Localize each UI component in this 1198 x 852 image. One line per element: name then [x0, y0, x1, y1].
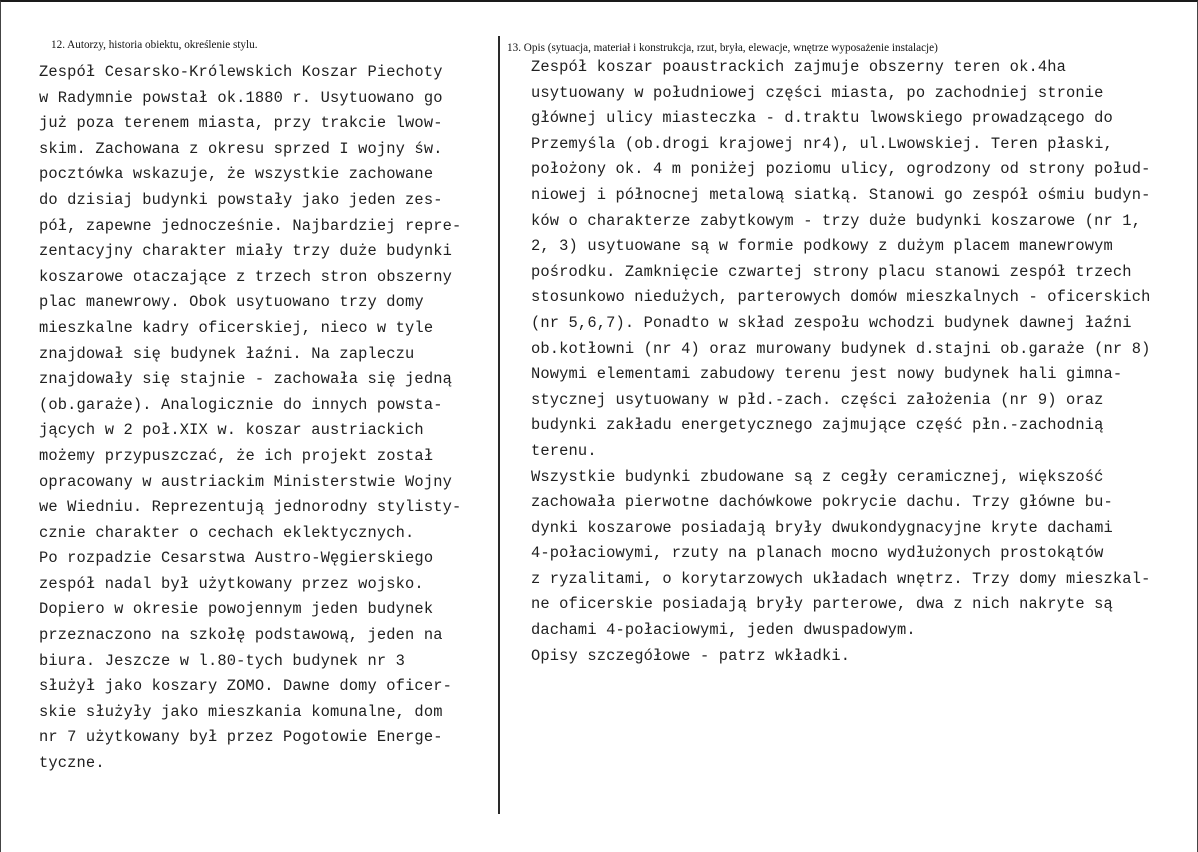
- right-text-line: budynki zakładu energetycznego zajmujące część płn.-zachodnią: [531, 416, 1104, 435]
- description-text-block: [531, 55, 1150, 669]
- left-text-line: plac manewrowy. Obok usytuowano trzy domy: [39, 293, 424, 312]
- left-text-line: znajdowały się stajnie - zachowała się jedną: [39, 370, 452, 389]
- right-text-line: usytuowany w południowej części miasta, po zachodniej stronie: [531, 83, 1104, 102]
- left-text-line: Dopiero w okresie powojennym jeden budynek: [39, 600, 434, 619]
- left-text-line: w Radymnie powstał ok.1880 r. Usytuowano go: [39, 88, 443, 107]
- right-text-line: (nr 5,6,7). Ponadto w skład zespołu wchodzi budynek dawnej łaźni: [531, 313, 1132, 332]
- right-text-line: ne oficerskie posiadają bryły parterowe, dwa z nich nakryte są: [531, 595, 1113, 614]
- left-text-line: we Wiedniu. Reprezentują jednorodny stylisty-: [39, 498, 462, 517]
- right-text-line: z ryzalitami, o korytarzowych układach wnętrz. Trzy domy mieszkal-: [531, 569, 1151, 588]
- right-text-line: terenu.: [531, 441, 597, 460]
- left-text-line: służył jako koszary ZOMO. Dawne domy oficer-: [39, 677, 452, 696]
- left-text-line: biura. Jeszcze w l.80-tych budynek nr 3: [39, 651, 406, 670]
- left-text-line: cznie charakter o cechach eklektycznych.: [39, 523, 415, 542]
- left-text-line: (ob.garaże). Analogicznie do innych powsta-: [39, 395, 443, 414]
- field-13-header: 13. Opis (sytuacja, materiał i konstrukcja, rzut, bryła, elewacje, wnętrze wyposażenie instalacje): [507, 42, 938, 54]
- right-text-line: pośrodku. Zamknięcie czwartej strony placu stanowi zespół trzech: [531, 262, 1132, 281]
- right-text-line: Zespół koszar poaustrackich zajmuje obszerny teren ok.4ha: [531, 58, 1066, 76]
- right-text-line: 2, 3) usytuowane są w formie podkowy z dużym placem manewrowym: [531, 237, 1113, 256]
- left-text-line: skim. Zachowana z okresu sprzed I wojny św.: [39, 139, 443, 158]
- left-text-line: pół, zapewne jednocześnie. Najbardziej repre-: [39, 216, 462, 235]
- right-text-line: Nowymi elementami zabudowy terenu jest nowy budynek hali gimna-: [531, 365, 1123, 384]
- left-text-line: Zespół Cesarsko-Królewskich Koszar Piechoty: [39, 63, 443, 81]
- right-text-line: Wszystkie budynki zbudowane są z cegły ceramicznej, większość: [531, 467, 1104, 486]
- left-text-line: Po rozpadzie Cesarstwa Austro-Węgierskiego: [39, 549, 434, 568]
- right-text-line: stycznej usytuowany w płd.-zach. części założenia (nr 9) oraz: [531, 390, 1104, 409]
- left-text-line: zespół nadal był użytkowany przez wojsko.: [39, 574, 424, 593]
- right-text-line: dachami 4-połaciowymi, jeden dwuspadowym.: [531, 621, 916, 640]
- right-text-line: Opisy szczegółowe - patrz wkładki.: [531, 646, 851, 665]
- left-text-line: znajdował się budynek łaźni. Na zapleczu: [39, 344, 415, 363]
- left-text-line: skie służyły jako mieszkania komunalne, dom: [39, 702, 443, 721]
- right-text-line: ków o charakterze zabytkowym - trzy duże budynki koszarowe (nr 1,: [531, 211, 1142, 230]
- right-text-line: położony ok. 4 m poniżej poziomu ulicy, ogrodzony od strony połud-: [531, 160, 1151, 179]
- left-text-line: koszarowe otaczające z trzech stron obszerny: [39, 267, 452, 286]
- left-text-line: tyczne.: [39, 754, 105, 773]
- right-text-line: ob.kotłowni (nr 4) oraz murowany budynek d.stajni ob.garaże (nr 8): [531, 339, 1151, 358]
- right-text-line: dynki koszarowe posiadają bryły dwukondygnacyjne kryte dachami: [531, 518, 1113, 537]
- left-text-line: pocztówka wskazuje, że wszystkie zachowane: [39, 165, 434, 184]
- left-text-line: do dzisiaj budynki powstały jako jeden zes-: [39, 190, 443, 209]
- field-12-header: 12. Autorzy, historia obiektu, określenie stylu.: [51, 39, 258, 51]
- left-text-line: już poza terenem miasta, przy trakcie lwow-: [39, 114, 443, 133]
- right-text-line: zachowała pierwotne dachówkowe pokrycie dachu. Trzy główne bu-: [531, 493, 1113, 512]
- history-text-block: [39, 60, 461, 777]
- right-text-line: 4-połaciowymi, rzuty na planach mocno wydłużonych prostokątów: [531, 544, 1104, 563]
- right-text-line: Przemyśla (ob.drogi krajowej nr4), ul.Lwowskiej. Teren płaski,: [531, 134, 1113, 153]
- left-text-line: zentacyjny charakter miały trzy duże budynki: [39, 242, 452, 261]
- left-text-line: możemy przypuszczać, że ich projekt został: [39, 446, 434, 465]
- left-text-line: nr 7 użytkowany był przez Pogotowie Energe-: [39, 728, 443, 747]
- right-text-line: głównej ulicy miasteczka - d.traktu lwowskiego prowadzącego do: [531, 109, 1113, 128]
- left-text-line: mieszkalne kadry oficerskiej, nieco w tyle: [39, 318, 434, 337]
- left-text-line: przeznaczono na szkołę podstawową, jeden na: [39, 626, 443, 645]
- left-text-line: opracowany w austriackim Ministerstwie Wojny: [39, 472, 452, 491]
- right-text-line: niowej i północnej metalową siatką. Stanowi go zespół ośmiu budyn-: [531, 185, 1151, 204]
- column-divider: [498, 36, 500, 814]
- left-text-line: jących w 2 poł.XIX w. koszar austriackich: [39, 421, 424, 440]
- right-text-line: stosunkowo niedużych, parterowych domów mieszkalnych - oficerskich: [531, 288, 1151, 307]
